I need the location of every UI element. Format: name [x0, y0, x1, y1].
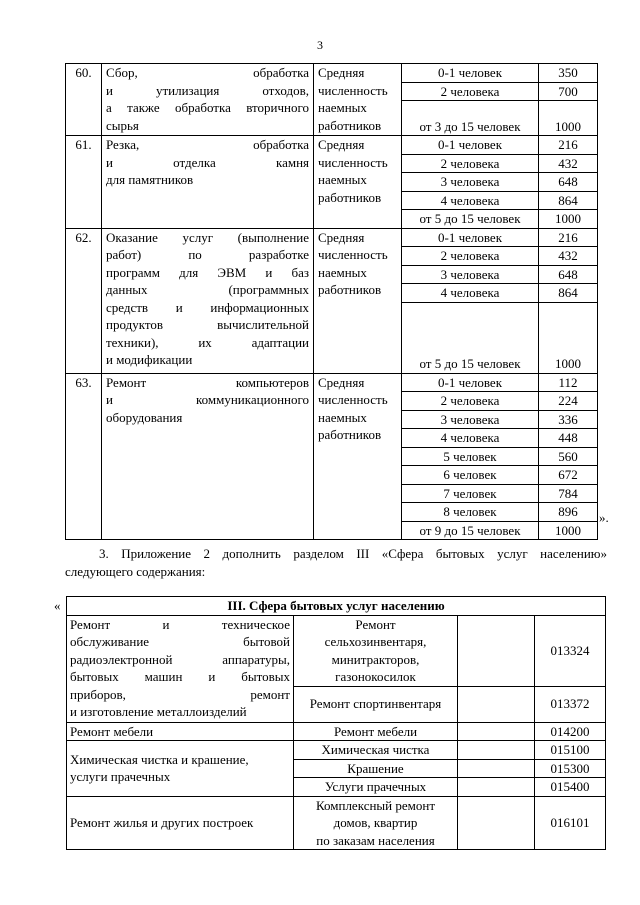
text-line: минитракторов, — [331, 651, 420, 667]
text-line: и изготовление металлоизделий — [70, 704, 247, 719]
text-line: сельхозинвентаря, — [324, 634, 427, 649]
text-line: Средняя — [318, 137, 365, 152]
table-row — [66, 136, 598, 155]
text-line: средств и информационных — [106, 299, 309, 315]
text-line: наемных — [318, 100, 367, 115]
text-line: а также обработка вторичного — [106, 100, 309, 115]
service-item-name: Услуги прачечных — [294, 778, 458, 797]
group-housing-repair: Ремонт жилья и других построек — [67, 796, 294, 850]
activity-rates-table — [65, 63, 598, 540]
text-line: работников — [318, 282, 382, 297]
rate-value: 1000 — [539, 210, 598, 229]
service-item-name: Крашение — [294, 759, 458, 778]
service-item-name: Ремонт спортинвентаря — [294, 686, 458, 722]
rate-value: 432 — [539, 154, 598, 173]
service-code: 016101 — [535, 796, 606, 850]
rate-value: 216 — [539, 136, 598, 155]
service-code: 015100 — [535, 741, 606, 760]
opening-quote: « — [54, 598, 61, 613]
text-line: наемных — [318, 409, 367, 425]
table-row — [66, 64, 598, 83]
headcount-range: 2 человека — [402, 154, 539, 173]
text-line: Химическая чистка и крашение, — [70, 751, 249, 767]
activity-type — [102, 136, 314, 229]
text-line: Средняя — [318, 229, 365, 245]
group-dry-cleaning — [67, 741, 294, 797]
indicator — [314, 228, 402, 373]
paragraph-line-1: 3. Приложение 2 дополнить разделом III «Сфера бытовых услуг населению» — [99, 546, 607, 561]
text-line: для памятников — [106, 172, 194, 187]
text-line: наемных — [318, 264, 367, 280]
headcount-range: 0-1 человек — [402, 228, 539, 247]
text-line: Средняя — [318, 65, 365, 80]
row-number: 62. — [66, 228, 102, 373]
table-row — [66, 373, 598, 392]
rate-value: 1000 — [539, 521, 598, 540]
text-line: наемных — [318, 172, 367, 187]
page-number: 3 — [317, 38, 323, 52]
service-code: 013324 — [535, 615, 606, 686]
text-line: техники), их адаптации — [106, 334, 309, 350]
text-line: и коммуникационного — [106, 392, 309, 407]
rate-value: 112 — [539, 373, 598, 392]
service-code: 014200 — [535, 722, 606, 741]
text-line: и модификации — [106, 352, 193, 367]
paragraph-line-2: следующего содержания: — [65, 564, 206, 579]
rate-value: 648 — [539, 173, 598, 192]
headcount-range: 3 человека — [402, 265, 539, 284]
headcount-range: 4 человека — [402, 429, 539, 448]
table-row — [67, 615, 606, 686]
household-services-table — [66, 596, 606, 850]
group-furniture-repair: Ремонт мебели — [67, 722, 294, 741]
row-number: 61. — [66, 136, 102, 229]
text-line: данных (программных — [106, 282, 309, 297]
service-code: 015300 — [535, 759, 606, 778]
headcount-range: от 5 до 15 человек — [402, 302, 539, 373]
text-line: сырья — [106, 117, 139, 133]
activity-type — [102, 373, 314, 540]
text-line: Сбор, обработка — [106, 65, 309, 80]
headcount-range: 4 человека — [402, 191, 539, 210]
text-line: численность — [318, 154, 388, 170]
empty-cell — [458, 759, 535, 778]
headcount-range: 4 человека — [402, 284, 539, 303]
service-item-name: Ремонт мебели — [294, 722, 458, 741]
text-line: работников — [318, 117, 382, 133]
rate-value: 432 — [539, 247, 598, 266]
text-line: Резка, обработка — [106, 137, 309, 152]
empty-cell — [458, 796, 535, 850]
activity-type — [102, 64, 314, 136]
rate-value: 336 — [539, 410, 598, 429]
row-number: 63. — [66, 373, 102, 540]
indicator — [314, 373, 402, 540]
rate-value: 700 — [539, 82, 598, 101]
service-item-name — [294, 796, 458, 850]
text-line: по заказам населения — [316, 832, 435, 848]
text-line: численность — [318, 247, 388, 262]
text-line: продуктов вычислительной — [106, 317, 309, 332]
rate-value: 784 — [539, 484, 598, 503]
empty-cell — [458, 686, 535, 722]
service-item-name: Химическая чистка — [294, 741, 458, 760]
headcount-range: 8 человек — [402, 503, 539, 522]
headcount-range: 3 человека — [402, 173, 539, 192]
text-line: приборов, ремонт — [70, 686, 290, 702]
group-repair-appliances — [67, 615, 294, 722]
activity-type — [102, 228, 314, 373]
rate-value: 896 — [539, 503, 598, 522]
closing-quote: ». — [599, 510, 609, 525]
text-line: работников — [318, 427, 382, 442]
text-line: газонокосилок — [335, 669, 416, 684]
rate-value: 864 — [539, 191, 598, 210]
headcount-range: от 3 до 15 человек — [402, 101, 539, 136]
rate-value: 448 — [539, 429, 598, 448]
empty-cell — [458, 741, 535, 760]
indicator — [314, 136, 402, 229]
text-line: бытовых машин и бытовых — [70, 669, 290, 684]
text-line: и утилизация отходов, — [106, 82, 309, 98]
row-number: 60. — [66, 64, 102, 136]
rate-value: 216 — [539, 228, 598, 247]
headcount-range: 2 человека — [402, 247, 539, 266]
headcount-range: 7 человек — [402, 484, 539, 503]
text-line: и отделка камня — [106, 154, 309, 170]
rate-value: 648 — [539, 265, 598, 284]
headcount-range: от 9 до 15 человек — [402, 521, 539, 540]
headcount-range: 0-1 человек — [402, 136, 539, 155]
text-line: радиоэлектронной аппаратуры, — [70, 651, 290, 667]
text-line: работ) по разработке — [106, 247, 309, 262]
text-line: программ для ЭВМ и баз — [106, 264, 309, 280]
empty-cell — [458, 722, 535, 741]
service-item-name — [294, 615, 458, 686]
rate-value: 350 — [539, 64, 598, 83]
amendment-paragraph — [65, 545, 607, 581]
text-line: Ремонт — [355, 616, 396, 632]
rate-value: 560 — [539, 447, 598, 466]
table-row — [67, 796, 606, 850]
rate-value: 672 — [539, 466, 598, 485]
text-line: численность — [318, 82, 388, 98]
headcount-range: 2 человека — [402, 82, 539, 101]
section-header: III. Сфера бытовых услуг населению — [67, 597, 606, 616]
headcount-range: от 5 до 15 человек — [402, 210, 539, 229]
headcount-range: 3 человека — [402, 410, 539, 429]
headcount-range: 6 человек — [402, 466, 539, 485]
table-row — [67, 741, 606, 760]
text-line: работников — [318, 189, 382, 205]
text-line: домов, квартир — [333, 815, 418, 830]
text-line: численность — [318, 392, 388, 407]
rate-value: 864 — [539, 284, 598, 303]
rate-value: 224 — [539, 392, 598, 411]
text-line: Оказание услуг (выполнение — [106, 229, 309, 245]
table-row — [66, 228, 598, 247]
headcount-range: 2 человека — [402, 392, 539, 411]
text-line: услуги прачечных — [70, 769, 171, 785]
text-line: Ремонт компьютеров — [106, 374, 309, 390]
rate-value: 1000 — [539, 101, 598, 136]
text-line: Средняя — [318, 374, 365, 390]
table-row — [67, 722, 606, 741]
empty-cell — [458, 615, 535, 686]
empty-cell — [458, 778, 535, 797]
service-code: 013372 — [535, 686, 606, 722]
text-line: обслуживание бытовой — [70, 634, 290, 649]
headcount-range: 0-1 человек — [402, 373, 539, 392]
text-line: оборудования — [106, 409, 183, 425]
service-code: 015400 — [535, 778, 606, 797]
text-line: Ремонт и техническое — [70, 616, 290, 632]
headcount-range: 0-1 человек — [402, 64, 539, 83]
text-line: Комплексный ремонт — [315, 797, 435, 813]
section-header-row — [67, 597, 606, 616]
headcount-range: 5 человек — [402, 447, 539, 466]
indicator — [314, 64, 402, 136]
rate-value: 1000 — [539, 302, 598, 373]
